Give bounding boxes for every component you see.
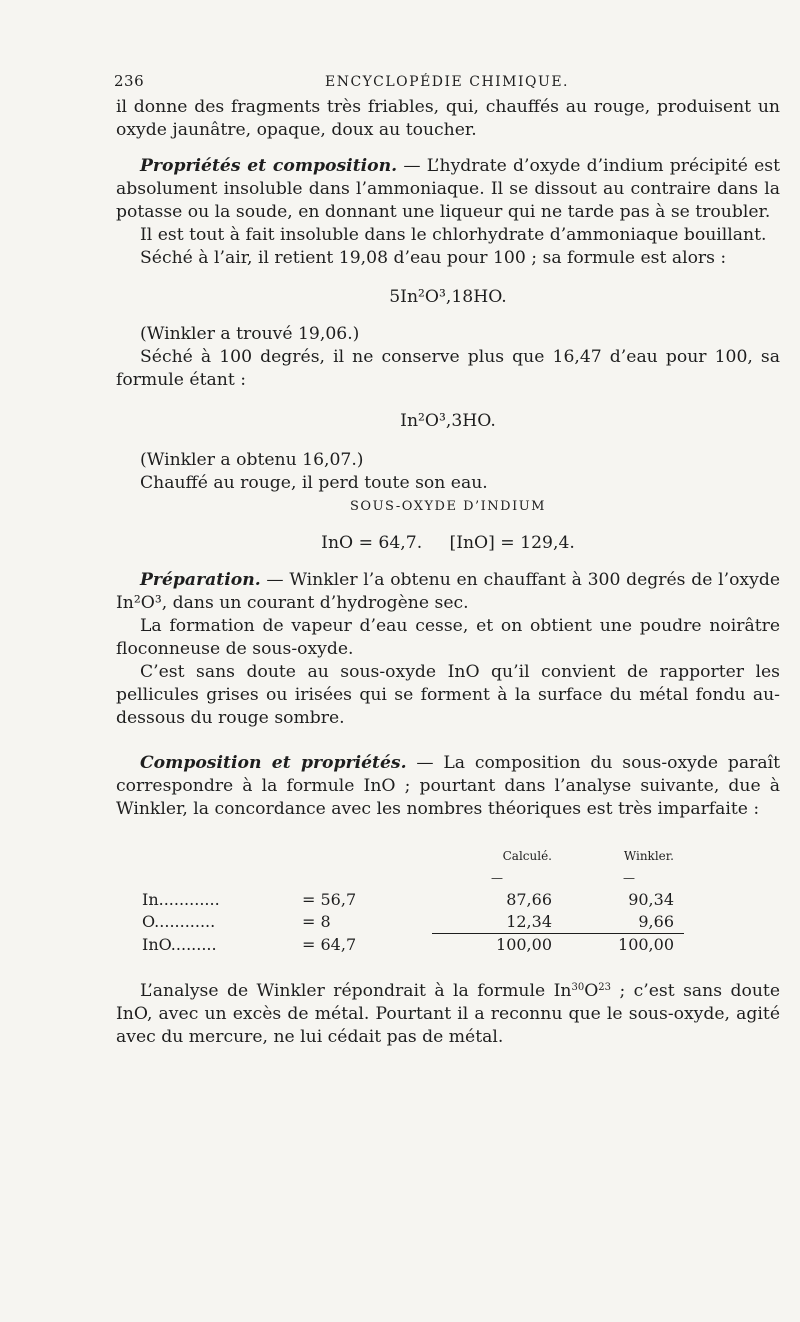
formula-hydrate-2: In²O³,3HO. [400, 411, 496, 431]
superscript-30: 30 [571, 982, 585, 993]
total-label: InO......... [142, 934, 217, 954]
row-winkler-value: 90,34 [628, 890, 674, 909]
paragraph-preparation [116, 569, 780, 615]
running-title: ENCYCLOPÉDIE CHIMIQUE. [325, 74, 569, 90]
row-winkler-value: 9,66 [638, 912, 674, 931]
row-calc-value: 87,66 [506, 890, 552, 909]
conclusion-text-a: L’analyse de Winkler répondrait à la formule In [140, 981, 572, 1001]
table-total-row [142, 934, 684, 957]
total-equivalent: = 64,7 [302, 934, 357, 954]
formula-suboxide: InO = 64,7. [InO] = 129,4. [321, 533, 575, 553]
total-calc-value: 100,00 [432, 934, 574, 957]
column-header-winkler: Winkler. [623, 849, 674, 863]
row-calc-value: 12,34 [506, 912, 552, 931]
paragraph-properties [116, 155, 780, 224]
row-equivalent: = 8 [302, 912, 331, 932]
conclusion-text-b: O [584, 981, 599, 1001]
section-title-suboxide: SOUS-OXYDE D’INDIUM [350, 499, 546, 514]
column-dash-calc: — [491, 871, 503, 885]
section-heading-composition: Composition et propriétés. [140, 753, 407, 773]
paragraph-formation: La formation de vapeur d’eau cesse, et on obtient une poudre noirâtre floconneuse de sous-oxyde. [116, 616, 780, 659]
column-header-calc: Calculé. [502, 849, 552, 863]
paragraph-dried-100: Séché à 100 degrés, il ne conserve plus que 16,47 d’eau pour 100, sa formule étant : [116, 347, 780, 390]
column-dash-winkler: — [623, 871, 635, 885]
table-row [142, 911, 684, 934]
row-equivalent: = 56,7 [302, 890, 357, 909]
paragraph-winkler-found: (Winkler a trouvé 19,06.) [140, 324, 360, 344]
paragraph-conclusion [116, 980, 780, 1049]
paragraph-intro: il donne des fragments très friables, qui, chauffés au rouge, produisent un oxyde jaunâtre, opaque, doux au toucher. [116, 97, 780, 140]
paragraph-pellicules: C’est sans doute au sous-oxyde InO qu’il convient de rapporter les pellicules grises ou irisées qui se forment à la surface du métal fondu au-dessous du rouge sombre. [116, 662, 780, 728]
superscript-23: 23 [598, 982, 612, 993]
section-heading-properties: Propriétés et composition. [140, 156, 398, 176]
paragraph-composition-text: — La composition du sous-oxyde paraît correspondre à la formule InO ; pourtant dans l’analyse suivante, due à Winkler, la concordance avec les nombres théoriques est très imparfaite : [116, 753, 780, 819]
paragraph-dried-air: Séché à l’air, il retient 19,08 d’eau pour 100 ; sa formule est alors : [140, 248, 727, 268]
table-row [142, 889, 684, 911]
row-label: O............ [142, 912, 216, 932]
page-body [116, 96, 780, 1049]
formula-hydrate-1: 5In²O³,18HO. [389, 287, 507, 307]
paragraph-preparation-text: — Winkler l’a obtenu en chauffant à 300 degrés de l’oxyde In²O³, dans un courant d’hydrogène sec. [116, 570, 780, 613]
total-winkler-value: 100,00 [574, 934, 684, 957]
paragraph-winkler-obtained: (Winkler a obtenu 16,07.) [140, 450, 364, 470]
analysis-table [142, 845, 684, 956]
paragraph-properties-text: — L’hydrate d’oxyde d’indium précipité est absolument insoluble dans l’ammoniaque. Il se dissout au contraire dans la potasse ou la soude, en donnant une liqueur qui ne tarde pas à se troubler. [116, 156, 780, 222]
paragraph-insoluble: Il est tout à fait insoluble dans le chlorhydrate d’ammoniaque bouillant. [140, 225, 767, 245]
paragraph-heated: Chauffé au rouge, il perd toute son eau. [140, 473, 488, 493]
paragraph-composition [116, 752, 780, 821]
row-label: In............ [142, 890, 220, 909]
section-heading-preparation: Préparation. [140, 570, 261, 590]
conclusion-text-c: ; c’est sans doute InO, avec un excès de métal. Pourtant il a reconnu que le sous-oxyde, agité avec du mercure, ne lui cédait pas de métal. [116, 981, 780, 1047]
page-number: 236 [114, 72, 145, 90]
